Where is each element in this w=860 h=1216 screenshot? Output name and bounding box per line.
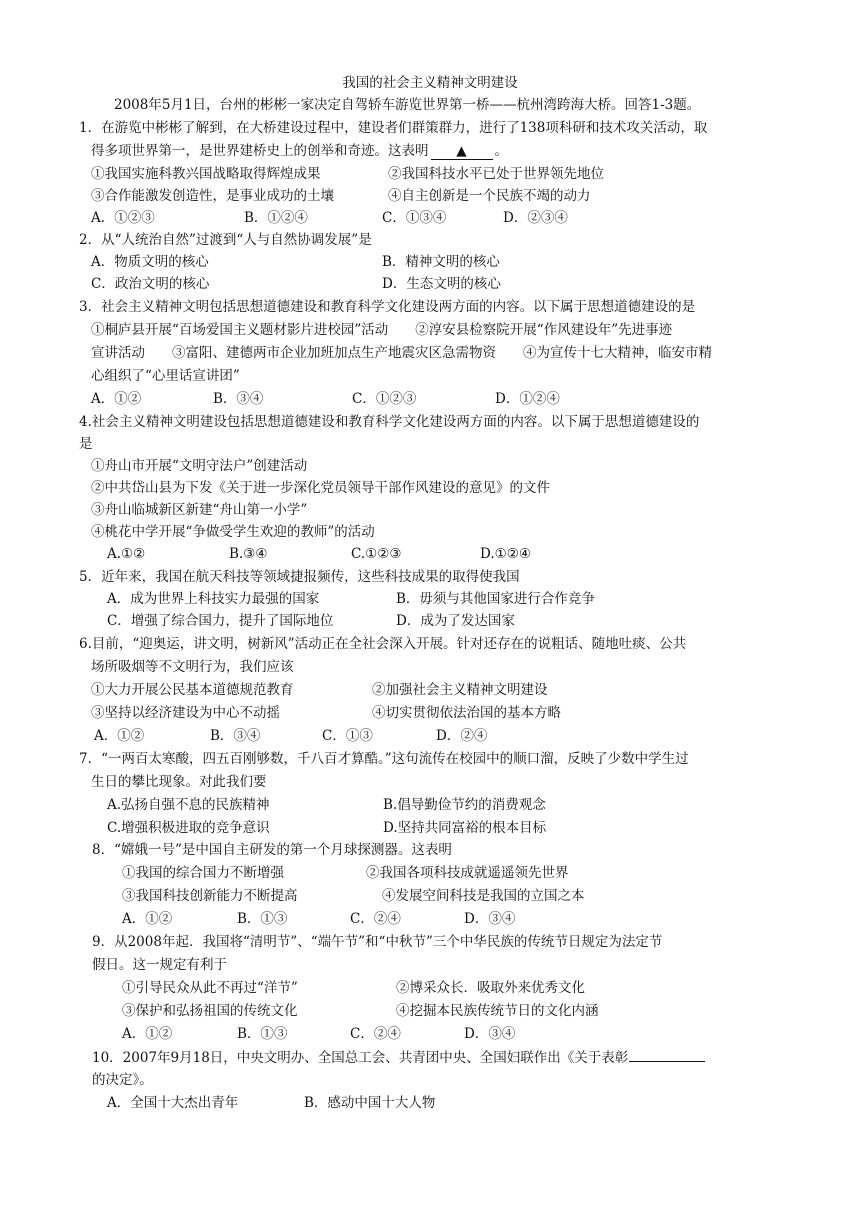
q2-option-c: C．政治文明的核心 — [91, 276, 210, 292]
q1-option-b: B．①②④ — [244, 210, 308, 226]
q6-option-b: B．③④ — [210, 728, 261, 744]
q4-stem-line2: 是 — [79, 436, 93, 452]
q10-stem-text: 10．2007年9月18日，中央文明办、全国总工会、共青团中央、全国妇联作出《关于表彰 — [92, 1050, 629, 1066]
q4-option-d: D.①②④ — [480, 546, 531, 562]
q8-option-c: C．②④ — [350, 911, 401, 927]
q7-stem-line2: 生日的攀比现象。对此我们要 — [91, 774, 267, 790]
q1-stem-end: 。 — [494, 143, 508, 159]
q1-answer-blank: ▲ — [431, 143, 493, 160]
q3-stem-line4: 心组织了“心里话宣讲团” — [91, 368, 240, 384]
q5-option-b: B．毋须与其他国家进行合作竞争 — [396, 591, 595, 607]
q4-option-c: C.①②③ — [351, 546, 402, 562]
q6-statement-2: ②加强社会主义精神文明建设 — [372, 682, 548, 698]
q3-option-a: A．①② — [91, 391, 142, 407]
q9-stem-line1: 9．从2008年起．我国将“清明节”、“端午节”和“中秋节”三个中华民族的传统节日规定为法定节 — [92, 934, 663, 950]
q9-statement-2: ②博采众长．吸取外来优秀文化 — [396, 980, 585, 996]
q4-option-b: B.③④ — [229, 546, 268, 562]
q7-stem-line1: 7．“一两百太寒酸，四五百刚够数，千八百才算酷。”这句流传在校园中的顺口溜，反映了少数中学生过 — [79, 751, 689, 767]
q6-stem-line1: 6.目前，“迎奥运，讲文明，树新风”活动正在全社会深入开展。针对还存在的说粗话、随地吐痰、公共 — [79, 636, 687, 652]
q5-option-c: C．增强了综合国力，提升了国际地位 — [107, 613, 334, 629]
q10-option-a: A．全国十大杰出青年 — [107, 1095, 239, 1111]
q9-option-a: A．①② — [122, 1026, 173, 1042]
q10-answer-blank — [629, 1047, 705, 1062]
q4-statement-2: ②中共岱山县为下发《关于进一步深化党员领导干部作风建设的意见》的文件 — [91, 480, 550, 496]
q5-option-a: A．成为世界上科技实力最强的国家 — [107, 591, 320, 607]
q3-option-b: B．③④ — [213, 391, 264, 407]
q8-stem: 8．“嫦娥一号”是中国自主研发的第一个月球探测器。这表明 — [92, 842, 452, 858]
q9-option-d: D．③④ — [464, 1026, 516, 1042]
q5-stem: 5．近年来，我国在航天科技等领域捷报频传，这些科技成果的取得使我国 — [79, 569, 520, 585]
q10-stem-line1 — [92, 1047, 706, 1068]
q9-option-b: B．①③ — [237, 1026, 288, 1042]
q1-statement-3: ③合作能激发创造性，是事业成功的土壤 — [91, 188, 334, 204]
q1-statement-4: ④自主创新是一个民族不竭的动力 — [388, 188, 591, 204]
q6-option-c: C．①③ — [322, 728, 373, 744]
q6-option-a: A．①② — [94, 728, 145, 744]
q4-stem-line1: 4.社会主义精神文明建设包括思想道德建设和教育科学文化建设两方面的内容。以下属于思想道德建设的 — [79, 414, 700, 430]
q1-option-c: C．①③④ — [382, 210, 447, 226]
q9-statement-3: ③保护和弘扬祖国的传统文化 — [122, 1003, 298, 1019]
q3-stem-line3: 宣讲活动 ③富阳、建德两市企业加班加点生产地震灾区急需物资 ④为宣传十七大精神，临安市精 — [91, 345, 712, 361]
q8-option-b: B．①③ — [237, 911, 288, 927]
q1-statement-1: ①我国实施科教兴国战略取得辉煌成果 — [91, 166, 321, 182]
q2-option-d: D．生态文明的核心 — [382, 276, 501, 292]
q10-option-b: B．感动中国十大人物 — [304, 1095, 436, 1111]
q8-option-d: D．③④ — [464, 911, 516, 927]
q2-stem: 2．从“人统治自然”过渡到“人与自然协调发展”是 — [79, 232, 372, 248]
q1-stem-line1: 1．在游览中彬彬了解到，在大桥建设过程中，建设者们群策群力，进行了138项科研和技术攻关活动，取 — [79, 120, 708, 136]
q4-statement-4: ④桃花中学开展“争做受学生欢迎的教师”的活动 — [91, 524, 375, 540]
q3-stem-line2: ①桐庐县开展“百场爱国主义题材影片进校园”活动 ②淳安县检察院开展“作风建设年”先进事迹 — [91, 322, 673, 338]
q1-option-d: D．②③④ — [503, 210, 568, 226]
q6-statement-1: ①大力开展公民基本道德规范教育 — [91, 682, 294, 698]
q3-option-d: D．①②④ — [495, 391, 560, 407]
q6-statement-3: ③坚持以经济建设为中心不动摇 — [91, 705, 280, 721]
document-title: 我国的社会主义精神文明建设 — [342, 75, 518, 91]
q1-stem-text: 得多项世界第一，是世界建桥史上的创举和奇迹。这表明 — [91, 143, 429, 159]
q7-option-b: B.倡导勤俭节约的消费观念 — [383, 797, 546, 813]
intro-text: 2008年5月1日，台州的彬彬一家决定自驾轿车游览世界第一桥——杭州湾跨海大桥。回答1-3题。 — [114, 97, 701, 113]
q8-statement-2: ②我国各项科技成就遥遥领先世界 — [366, 865, 569, 881]
q9-statement-1: ①引导民众从此不再过“洋节” — [122, 980, 298, 996]
q4-statement-1: ①舟山市开展“文明守法户”创建活动 — [91, 458, 308, 474]
q1-stem-line2 — [91, 141, 508, 161]
q4-statement-3: ③舟山临城新区新建“舟山第一小学” — [91, 502, 308, 518]
q6-option-d: D．②④ — [436, 728, 488, 744]
q6-statement-4: ④切实贯彻依法治国的基本方略 — [372, 705, 561, 721]
q7-option-d: D.坚持共同富裕的根本目标 — [383, 820, 547, 836]
q5-option-d: D．成为了发达国家 — [396, 613, 515, 629]
q8-statement-3: ③我国科技创新能力不断提高 — [122, 888, 298, 904]
q8-statement-4: ④发展空间科技是我国的立国之本 — [382, 888, 585, 904]
q9-option-c: C．②④ — [350, 1026, 401, 1042]
q1-statement-2: ②我国科技水平已处于世界领先地位 — [388, 166, 604, 182]
q7-option-c: C.增强积极进取的竞争意识 — [107, 820, 270, 836]
q2-option-a: A．物质文明的核心 — [91, 254, 209, 270]
q2-option-b: B．精神文明的核心 — [382, 254, 500, 270]
q3-option-c: C．①②③ — [352, 391, 417, 407]
q9-stem-line2: 假日。这一规定有利于 — [92, 957, 227, 973]
q1-option-a: A．①②③ — [91, 210, 155, 226]
q7-option-a: A.弘扬自强不息的民族精神 — [107, 797, 270, 813]
q9-statement-4: ④挖掘本民族传统节日的文化内涵 — [396, 1003, 599, 1019]
q3-stem-line1: 3．社会主义精神文明包括思想道德建设和教育科学文化建设两方面的内容。以下属于思想道德建设的是 — [79, 299, 696, 315]
q6-stem-line2: 场所吸烟等不文明行为，我们应该 — [91, 659, 294, 675]
q8-statement-1: ①我国的综合国力不断增强 — [122, 865, 284, 881]
q10-stem-line2: 的决定》。 — [92, 1072, 153, 1088]
q8-option-a: A．①② — [122, 911, 173, 927]
q4-option-a: A.①② — [107, 546, 146, 562]
